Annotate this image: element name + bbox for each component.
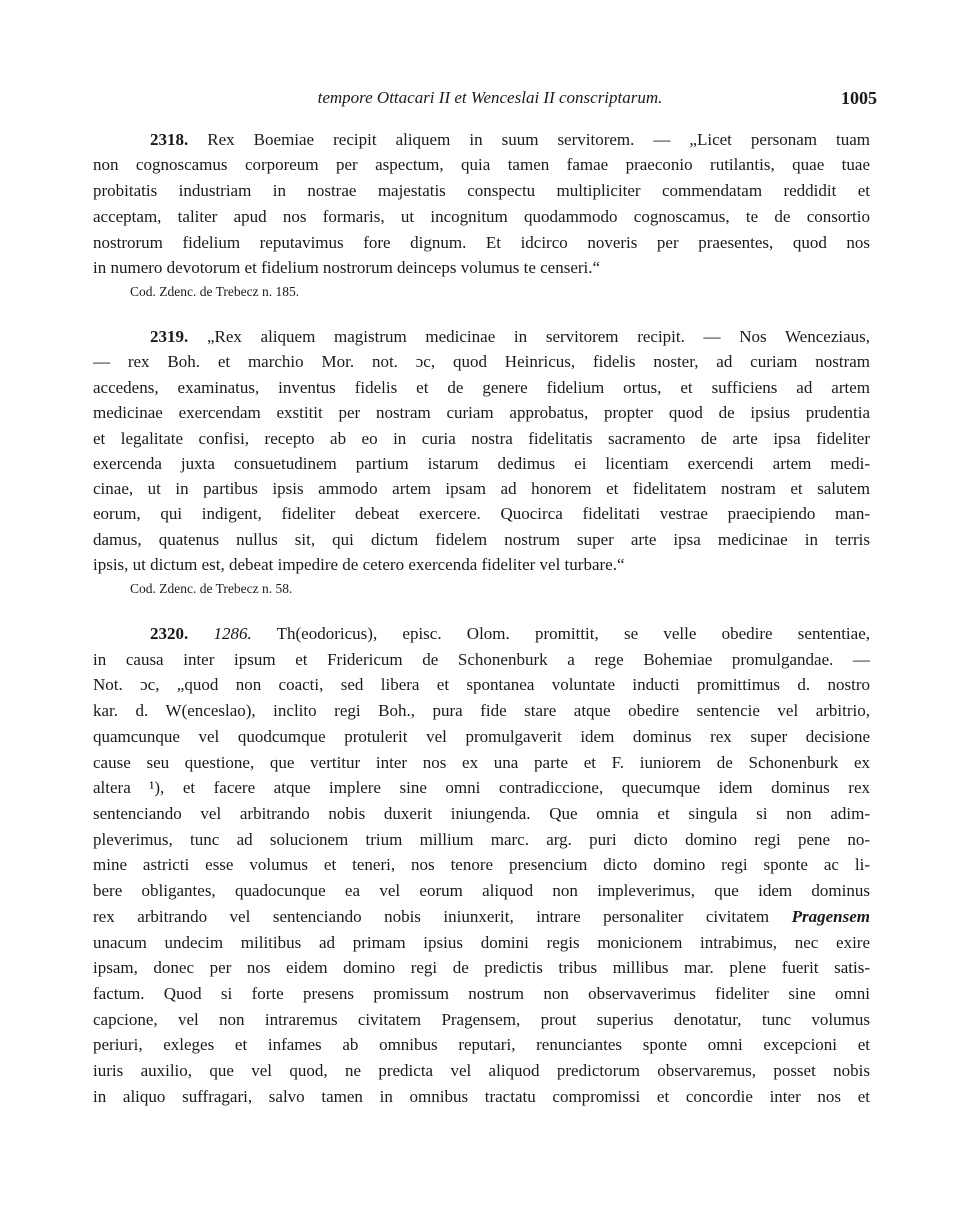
entry-line: cinae, ut in partibus ipsis ammodo artem ipsam ad honorem et fidelitatem nostram et salutem	[93, 479, 870, 498]
entry-text: rex arbitrando vel sentenciando nobis iniunxerit, intrare personaliter civitatem	[93, 907, 770, 926]
entry-line	[93, 906, 870, 928]
entry-line: acceptam, taliter apud nos formaris, ut incognitum quodammodo cognoscamus, te de consortio	[93, 207, 870, 226]
entry-line: ipsis, ut dictum est, debeat impedire de cetero exercenda fideliter vel turbare.“	[93, 555, 625, 574]
running-title: tempore Ottacari II et Wenceslai II conscriptarum.	[317, 88, 663, 107]
entry-line: in aliquo suffragari, salvo tamen in omnibus tractatu compromissi et concordie inter nos et	[93, 1087, 870, 1106]
page-number: 1005	[841, 88, 877, 108]
entry-line: probitatis industriam in nostrae majestatis conspectu multipliciter commendatam reddidit et	[93, 181, 870, 200]
entry-line: sentenciando vel arbitrando nobis duxerit iniungenda. Que omnia et singula si non adim-	[93, 804, 870, 823]
entry-line: iuris auxilio, que vel quod, ne predicta vel aliquod predictorum observaremus, posset nobis	[93, 1061, 870, 1080]
entry-text: Rex Boemiae recipit aliquem in suum servitorem. — „Licet personam tuam	[207, 130, 870, 149]
entry-number: 2319.	[150, 327, 189, 346]
entry-line: mine astricti esse volumus et teneri, nos tenore presencium dicto domino regi sponte ac li-	[93, 855, 870, 874]
entry-line: periuri, exleges et infames ab omnibus reputari, renunciantes sponte omni excepcioni et	[93, 1035, 870, 1054]
entry-line	[150, 129, 870, 151]
entry-text: Th(eodoricus), episc. Olom. promittit, se velle obedire sententiae,	[276, 624, 870, 643]
entry-text: „Rex aliquem magistrum medicinae in servitorem recipit. — Nos Wenceziaus,	[206, 327, 870, 346]
entry-line: quamcunque vel quodcumque protulerit vel promulgaverit idem dominus rex super decisione	[93, 727, 870, 746]
source-citation: Cod. Zdenc. de Trebecz n. 58.	[130, 581, 293, 596]
entry-line: altera ¹), et facere atque implere sine omni contradiccione, quecumque idem dominus rex	[93, 778, 870, 797]
entry-line: non cognoscamus corporeum per aspectum, quia tamen famae praeconio rutilantis, quae tuae	[93, 155, 870, 174]
entry-line: exercenda juxta consuetudinem partium istarum dedimus ei licentiam exercendi artem medi-	[93, 454, 870, 473]
entry-number: 2320.	[150, 624, 189, 643]
entry-line: Not. ɔc, „quod non coacti, sed libera et spontanea voluntate inducti promittimus d. nostro	[93, 675, 870, 694]
entry-line: et legalitate confisi, recepto ab eo in curia nostra fidelitatis sacramento de arte ipsa fideliter	[93, 429, 870, 448]
entry-line: cause seu questione, que vertitur inter nos ex una parte et F. iuniorem de Schonenburk ex	[93, 753, 870, 772]
entry-line	[150, 326, 870, 348]
entry-line: unacum undecim militibus ad primam ipsius domini regis monicionem intrabimus, nec exire	[93, 933, 870, 952]
entry-line: kar. d. W(enceslao), inclito regi Boh., pura fide stare atque obedire sentencie vel arbitrio,	[93, 701, 870, 720]
place-name: Pragensem	[791, 907, 870, 926]
page-header	[95, 88, 877, 112]
entry-number: 2318.	[150, 130, 189, 149]
entry-line: pleverimus, tunc ad solucionem trium millium marc. arg. puri dicto domino regi pene no-	[93, 830, 870, 849]
entry-year: 1286.	[213, 624, 252, 643]
entry-line: ipsam, donec per nos eidem domino regi de predictis tribus millibus mar. plene fuerit satis-	[93, 958, 870, 977]
entry-line: medicinae exercendam exstitit per nostram curiam approbatus, propter quod de ipsius prudentia	[93, 403, 870, 422]
entry-line: in numero devotorum et fidelium nostrorum deinceps volumus te censeri.“	[93, 258, 601, 277]
entry-line: capcione, vel non intraremus civitatem Pragensem, prout superius denotatur, tunc volumus	[93, 1010, 870, 1029]
entry-line: factum. Quod si forte presens promissum nostrum non observaverimus fideliter sine omni	[93, 984, 870, 1003]
entry-line: damus, quatenus nullus sit, qui dictum fidelem nostrum super arte ipsa medicinae in terris	[93, 530, 870, 549]
entry-line	[150, 623, 870, 645]
entry-line: nostrorum fidelium reputavimus fore dignum. Et idcirco noveris per praesentes, quod nos	[93, 233, 870, 252]
entry-line: eorum, qui indigent, fideliter debeat exercere. Quocirca fidelitati vestrae praecipiendo man-	[93, 504, 870, 523]
entry-line: in causa inter ipsum et Fridericum de Schonenburk a rege Bohemiae promulgandae. —	[93, 650, 870, 669]
source-citation: Cod. Zdenc. de Trebecz n. 185.	[130, 284, 300, 299]
entry-line: accedens, examinatus, inventus fidelis et de genere fidelium ortus, et sufficiens ad artem	[93, 378, 870, 397]
entry-line: — rex Boh. et marchio Mor. not. ɔc, quod Heinricus, fidelis noster, ad curiam nostram	[93, 352, 870, 371]
entry-line: bere obligantes, quadocunque ea vel eorum aliquod non impleverimus, que idem dominus	[93, 881, 870, 900]
